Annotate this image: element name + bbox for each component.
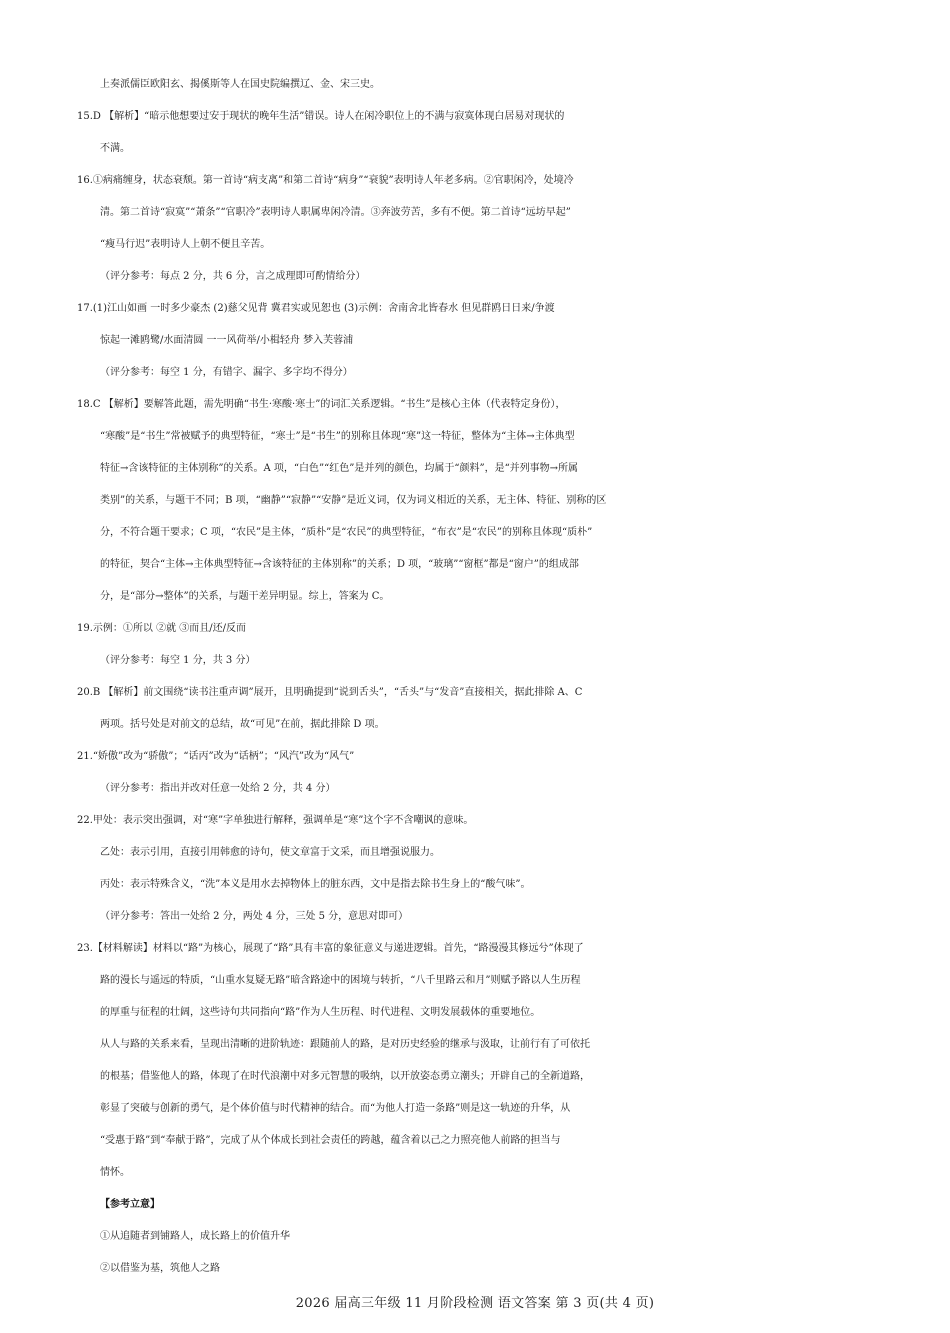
text-line: 从人与路的关系来看，呈现出清晰的进阶轨迹：跟随前人的路，是对历史经验的继承与汲取，让前行有了可依托	[100, 1039, 590, 1050]
text-line: 乙处：表示引用，直接引用韩愈的诗句，使文章富于文采，而且增强说服力。	[100, 847, 440, 858]
answer-18: 18.C 【解析】要解答此题，需先明确“书生·寒酸·寒士”的词汇关系逻辑。“书生”是核心主体（代表特定身份），	[77, 399, 566, 410]
page-footer: 2026 届高三年级 11 月阶段检测 语文答案 第 3 页(共 4 页)	[295, 1296, 655, 1311]
answer-23: 23.【材料解读】材料以“路”为核心，展现了“路”具有丰富的象征意义与递进逻辑。首先，“路漫漫其修远兮”体现了	[77, 943, 584, 954]
text-line: 类别”的关系，与题干不同；B 项，“幽静”“寂静”“安静”是近义词，仅为词义相近的关系，无主体、特征、别称的区	[100, 495, 607, 506]
text-line: 惊起一滩鸥鹭/水面清圆 一一风荷举/小楫轻舟 梦入芙蓉浦	[100, 335, 354, 346]
scoring-note: （评分参考：每空 1 分，有错字、漏字、多字均不得分）	[100, 367, 353, 378]
text-line: “寒酸”是“书生”常被赋予的典型特征，“寒士”是“书生”的别称且体现“寒”这一特征，整体为“主体→主体典型	[100, 431, 575, 442]
text-line: “瘦马行迟”表明诗人上朝不便且辛苦。	[100, 239, 271, 250]
text-line: 情怀。	[100, 1167, 130, 1178]
text-line: 路的漫长与遥远的特质，“山重水复疑无路”暗含路途中的困境与转折，“八千里路云和月”则赋予路以人生历程	[100, 975, 581, 986]
scoring-note: （评分参考：指出并改对任意一处给 2 分，共 4 分）	[100, 783, 336, 794]
text-line: 丙处：表示特殊含义，“洗”本义是用水去掉物体上的脏东西，文中是指去除书生身上的“酸气味”。	[100, 879, 531, 890]
scoring-note: （评分参考：答出一处给 2 分，两处 4 分，三处 5 分，意思对即可）	[100, 911, 409, 922]
answer-21: 21.“娇傲”改为“骄傲”；“话丙”改为“话柄”；“风汽”改为“风气”	[77, 751, 355, 762]
section-heading: 【参考立意】	[100, 1199, 160, 1210]
text-line: 分，不符合题干要求；C 项，“农民”是主体，“质朴”是“农民”的典型特征，“布衣”是“农民”的别称且体现“质朴”	[100, 527, 593, 538]
answer-22: 22.甲处：表示突出强调，对“寒”字单独进行解释，强调单是“寒”这个字不含嘲讽的意味。	[77, 815, 474, 826]
idea-item: ②以借鉴为基，筑他人之路	[100, 1263, 220, 1274]
text-line: 的厚重与征程的壮阔，这些诗句共同指向“路”作为人生历程、时代进程、文明发展载体的重要地位。	[100, 1007, 541, 1018]
answer-19: 19.示例：①所以 ②就 ③而且/还/反而	[77, 623, 246, 634]
text-line: 的特征，契合“主体→主体典型特征→含该特征的主体别称”的关系；D 项，“玻璃”“窗框”都是“窗户”的组成部	[100, 559, 579, 570]
scoring-note: （评分参考：每点 2 分，共 6 分，言之成理即可酌情给分）	[100, 271, 366, 282]
answer-20: 20.B 【解析】前文围绕“读书注重声调”展开，且明确提到“说到舌头”，“舌头”与“发音”直接相关，据此排除 A、C	[77, 687, 583, 698]
text-line: 的根基；借鉴他人的路，体现了在时代浪潮中对多元智慧的吸纳，以开放姿态勇立潮头；开辟自己的全新道路，	[100, 1071, 590, 1082]
text-line: 不满。	[100, 143, 130, 154]
text-line: 分，是“部分→整体”的关系，与题干差异明显。综上，答案为 C。	[100, 591, 390, 602]
text-line: 特征→含该特征的主体别称”的关系。A 项，“白色”“红色”是并列的颜色，均属于“颜料”，是“并列事物→所属	[100, 463, 579, 474]
text-line: 两项。括号处是对前文的总结，故“可见”在前，据此排除 D 项。	[100, 719, 385, 730]
answer-16: 16.①病痛缠身，状态衰颓。第一首诗“病支离”和第二首诗“病身”“衰貌”表明诗人年老多病。②官职闲冷，处境冷	[77, 175, 574, 186]
text-line: 上奏派儒臣欧阳玄、揭傒斯等人在国史院编撰辽、金、宋三史。	[100, 79, 380, 90]
text-line: 彰显了突破与创新的勇气，是个体价值与时代精神的结合。而“为他人打造一条路”则是这一轨迹的升华，从	[100, 1103, 571, 1114]
text-line: 清。第二首诗“寂寞”“萧条”“官职冷”表明诗人职属卑闲冷清。③奔波劳苦，多有不便。第二首诗“远坊早起”	[100, 207, 571, 218]
answer-17: 17.(1)江山如画 一时多少豪杰 (2)慈父见背 冀君实或见恕也 (3)示例：舍南舍北皆春水 但见群鸥日日来/争渡	[77, 303, 555, 314]
text-line: “受惠于路”到“奉献于路”，完成了从个体成长到社会责任的跨越，蕴含着以己之力照亮他人前路的担当与	[100, 1135, 561, 1146]
answer-15: 15.D 【解析】“暗示他想要过安于现状的晚年生活”错误。诗人在闲冷职位上的不满与寂寞体现白居易对现状的	[77, 111, 565, 122]
scoring-note: （评分参考：每空 1 分，共 3 分）	[100, 655, 256, 666]
idea-item: ①从追随者到铺路人，成长路上的价值升华	[100, 1231, 290, 1242]
